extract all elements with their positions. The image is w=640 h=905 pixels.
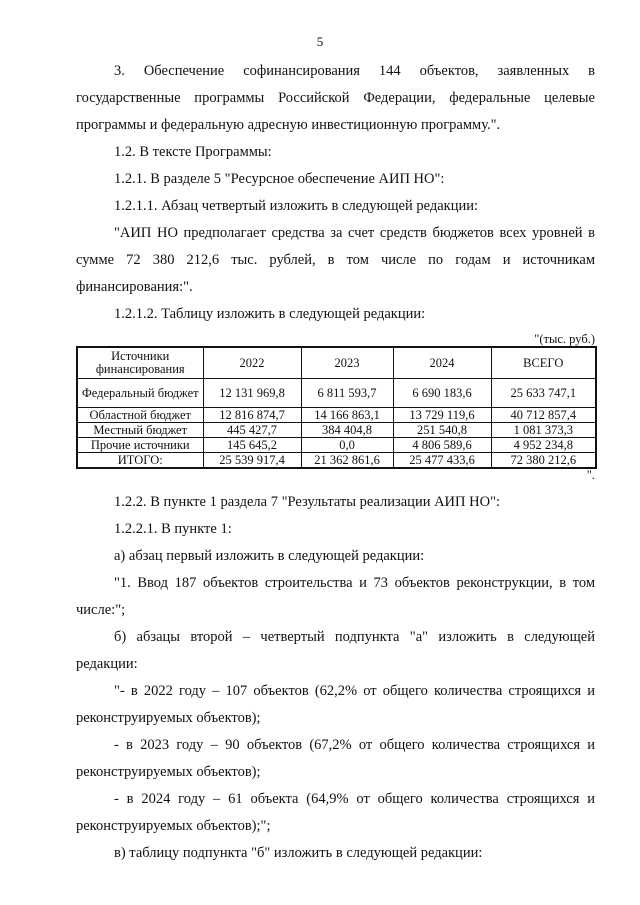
paragraph-3-rest: государственные программы Российской Федерации, федеральные целевые программы и федеральную адресную инвестиционную программу.". xyxy=(76,90,595,133)
paragraph-a: а) абзац первый изложить в следующей редакции: xyxy=(114,548,425,564)
cell-total: 25 633 747,1 xyxy=(491,379,596,408)
table-row xyxy=(77,438,596,453)
cell-2022: 12 131 969,8 xyxy=(203,379,301,408)
row-label: Областной бюджет xyxy=(77,408,203,423)
cell-2023: 6 811 593,7 xyxy=(301,379,393,408)
cell-2024: 6 690 183,6 xyxy=(393,379,491,408)
cell-2023: 384 404,8 xyxy=(301,423,393,438)
table-units-label: "(тыс. руб.) xyxy=(534,332,595,346)
cell-2024: 4 806 589,6 xyxy=(393,438,491,453)
paragraph-2024: - в 2024 году – 61 объекта (64,9% от общего количества строящихся и реконструируемых объектов);"; xyxy=(76,791,595,834)
table-row xyxy=(77,423,596,438)
header-2022: 2022 xyxy=(203,347,301,379)
document-body xyxy=(76,58,595,867)
header-source: Источники финансирования xyxy=(77,347,203,379)
total-all: 72 380 212,6 xyxy=(491,453,596,469)
cell-2022: 12 816 874,7 xyxy=(203,408,301,423)
header-2023: 2023 xyxy=(301,347,393,379)
table-header-row xyxy=(77,347,596,379)
cell-2023: 14 166 863,1 xyxy=(301,408,393,423)
paragraph-2022: "- в 2022 году – 107 объектов (62,2% от общего количества строящихся и реконструируемых объектов); xyxy=(76,683,595,726)
paragraph-1-2-2: 1.2.2. В пункте 1 раздела 7 "Результаты реализации АИП НО": xyxy=(114,494,501,510)
cell-total: 4 952 234,8 xyxy=(491,438,596,453)
cell-total: 1 081 373,3 xyxy=(491,423,596,438)
table-total-row xyxy=(77,453,596,469)
paragraph-1-2-1-2: 1.2.1.2. Таблицу изложить в следующей редакции: xyxy=(114,306,426,322)
cell-2022: 145 645,2 xyxy=(203,438,301,453)
paragraph-b: б) абзацы второй – четвертый подпункта "а" изложить в следующей редакции: xyxy=(76,629,595,672)
table-closing-mark: ". xyxy=(586,468,595,482)
total-2024: 25 477 433,6 xyxy=(393,453,491,469)
paragraph-quote-aip: "АИП НО предполагает средства за счет средств бюджетов всех уровней в сумме 72 380 212,6 тыс. рублей, в том числе по годам и источникам финансирования:". xyxy=(76,225,595,295)
page-number: 5 xyxy=(316,34,324,49)
cell-total: 40 712 857,4 xyxy=(491,408,596,423)
financing-table xyxy=(76,346,597,469)
table-row xyxy=(77,408,596,423)
header-total: ВСЕГО xyxy=(491,347,596,379)
paragraph-1-2-2-1: 1.2.2.1. В пункте 1: xyxy=(114,521,232,537)
cell-2024: 251 540,8 xyxy=(393,423,491,438)
total-label: ИТОГО: xyxy=(77,453,203,469)
paragraph-1-2: 1.2. В тексте Программы: xyxy=(114,144,272,160)
total-2023: 21 362 861,6 xyxy=(301,453,393,469)
total-2022: 25 539 917,4 xyxy=(203,453,301,469)
paragraph-2023: - в 2023 году – 90 объектов (67,2% от общего количества строящихся и реконструируемых объектов); xyxy=(76,737,595,780)
paragraph-v: в) таблицу подпункта "б" изложить в следующей редакции: xyxy=(114,845,483,861)
paragraph-3-line1: 3. Обеспечение софинансирования 144 объектов, заявленных в xyxy=(114,63,595,79)
cell-2024: 13 729 119,6 xyxy=(393,408,491,423)
row-label: Федеральный бюджет xyxy=(77,379,203,408)
paragraph-1-2-1: 1.2.1. В разделе 5 "Ресурсное обеспечение АИП НО": xyxy=(114,171,445,187)
header-2024: 2024 xyxy=(393,347,491,379)
row-label: Местный бюджет xyxy=(77,423,203,438)
table-row xyxy=(77,379,596,408)
cell-2023: 0,0 xyxy=(301,438,393,453)
cell-2022: 445 427,7 xyxy=(203,423,301,438)
paragraph-1-2-1-1: 1.2.1.1. Абзац четвертый изложить в следующей редакции: xyxy=(114,198,479,214)
row-label: Прочие источники xyxy=(77,438,203,453)
paragraph-quote-input: "1. Ввод 187 объектов строительства и 73 объектов реконструкции, в том числе:"; xyxy=(76,575,595,618)
